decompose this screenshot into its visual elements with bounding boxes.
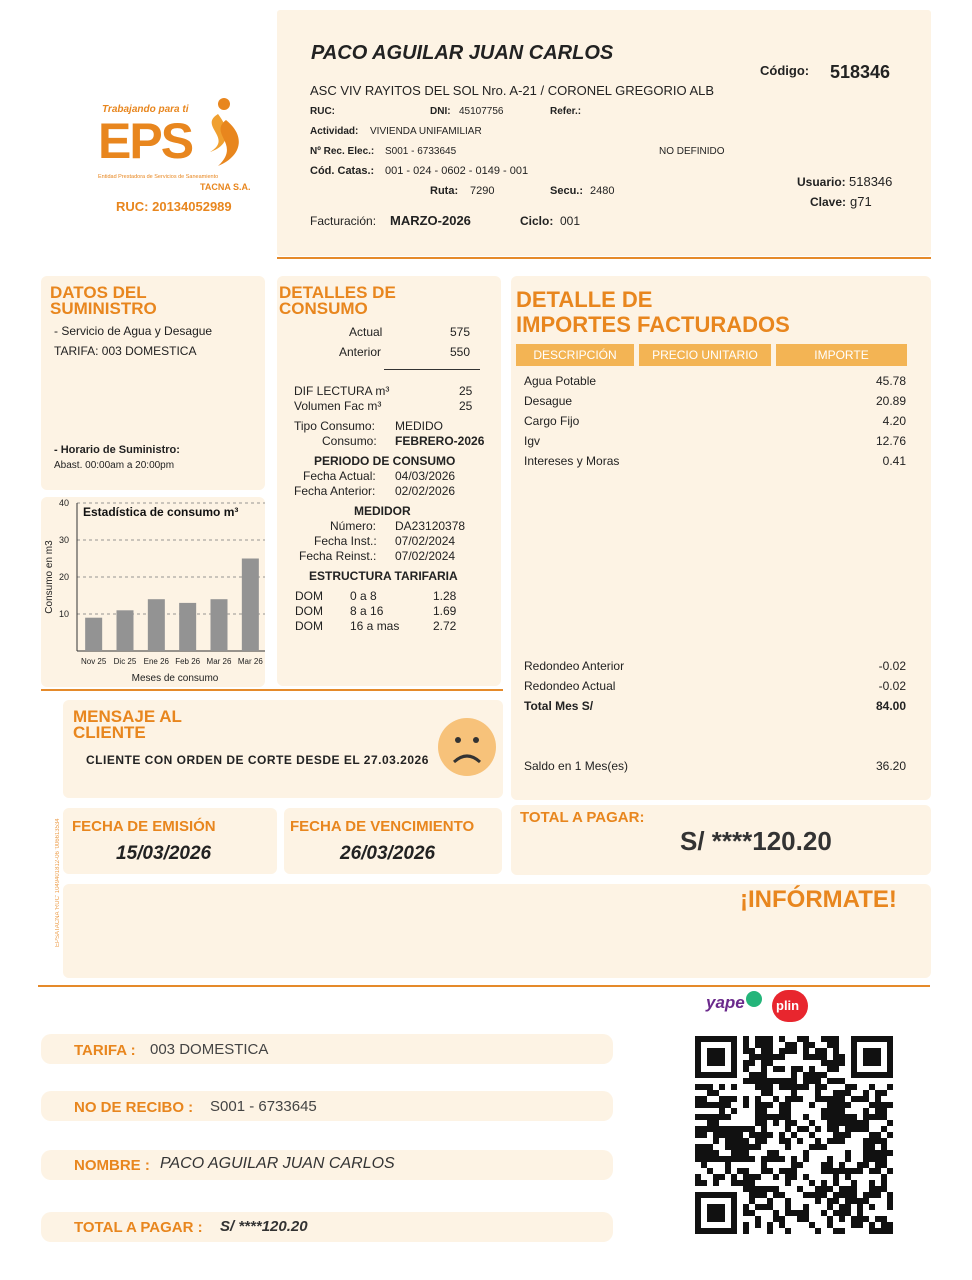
qr-module bbox=[851, 1084, 857, 1090]
customer-name: PACO AGUILAR JUAN CARLOS bbox=[311, 42, 614, 64]
lectura-anterior: 550 bbox=[450, 345, 471, 359]
company-slogan: Trabajando para ti bbox=[102, 104, 189, 115]
qr-module bbox=[887, 1084, 893, 1090]
qr-module bbox=[743, 1228, 749, 1234]
water-drop-icon bbox=[188, 96, 248, 172]
horario-value: Abast. 00:00am a 20:00pm bbox=[54, 460, 175, 471]
redondeo-actual: -0.02 bbox=[878, 679, 906, 693]
tarifa-valor: 1.69 bbox=[433, 604, 457, 618]
qr-module bbox=[845, 1132, 851, 1138]
qr-module bbox=[755, 1174, 761, 1180]
informate-title: ¡INFÓRMATE! bbox=[740, 886, 897, 913]
importe-desc: Igv bbox=[524, 434, 541, 448]
stub-total: S/ ****120.20 bbox=[220, 1218, 308, 1235]
company-subtitle: Entidad Prestadora de Servicios de Saneamiento bbox=[98, 174, 219, 180]
refer-label: Refer.: bbox=[550, 106, 582, 117]
qr-module bbox=[875, 1192, 881, 1198]
fecha-inst: 07/02/2024 bbox=[395, 534, 456, 548]
customer-address: ASC VIV RAYITOS DEL SOL Nro. A-21 / CORONEL GREGORIO ALB bbox=[310, 83, 715, 98]
side-legal-text: EPSATACNA 'RUC' 1049401812-06 '006613534 bbox=[55, 818, 61, 947]
dni-label: DNI: bbox=[430, 106, 451, 117]
qr-module bbox=[719, 1060, 725, 1066]
col-importe: IMPORTE bbox=[776, 344, 907, 366]
qr-module bbox=[785, 1180, 791, 1186]
ruc-label: RUC: bbox=[310, 106, 335, 117]
actividad-value: VIVIENDA UNIFAMILIAR bbox=[370, 126, 482, 137]
fecha-actual: 04/03/2026 bbox=[395, 469, 456, 483]
tarifa-rango: 0 a 8 bbox=[350, 589, 377, 603]
qr-module bbox=[887, 1150, 893, 1156]
usuario-label: Usuario: bbox=[797, 175, 846, 189]
qr-module bbox=[755, 1222, 761, 1228]
importe-value: 4.20 bbox=[882, 414, 906, 428]
redondeo-anterior: -0.02 bbox=[878, 659, 906, 673]
qr-module bbox=[797, 1162, 803, 1168]
qr-module bbox=[791, 1174, 797, 1180]
redondeo-anterior-label: Redondeo Anterior bbox=[524, 659, 625, 673]
qr-module bbox=[779, 1156, 785, 1162]
fecha-reinst-label: Fecha Reinst.: bbox=[299, 549, 377, 563]
chart-bar bbox=[179, 603, 196, 651]
fecha-reinst: 07/02/2024 bbox=[395, 549, 456, 563]
mensaje-texto: CLIENTE CON ORDEN DE CORTE DESDE EL 27.03.2026 bbox=[86, 753, 429, 767]
chart-x-axis-label: Meses de consumo bbox=[131, 673, 219, 684]
tipo-consumo-label: Tipo Consumo: bbox=[294, 419, 375, 433]
rec-elec-label: Nº Rec. Elec.: bbox=[310, 146, 375, 157]
dif-lectura: 25 bbox=[459, 384, 473, 398]
numero-medidor: DA23120378 bbox=[395, 519, 466, 533]
dni-value: 45107756 bbox=[459, 106, 504, 117]
qr-module bbox=[779, 1054, 785, 1060]
chart-bar bbox=[211, 599, 228, 651]
catastro-label: Cód. Catas.: bbox=[310, 165, 375, 177]
clave-value: g71 bbox=[850, 194, 872, 209]
qr-module bbox=[701, 1132, 707, 1138]
ruta-value: 7290 bbox=[470, 185, 495, 197]
periodo-title: PERIODO DE CONSUMO bbox=[314, 454, 456, 468]
qr-module bbox=[809, 1102, 815, 1108]
qr-module bbox=[881, 1090, 887, 1096]
qr-module bbox=[791, 1048, 797, 1054]
qr-module bbox=[731, 1072, 737, 1078]
total-mes-label: Total Mes S/ bbox=[524, 699, 594, 713]
yape-text: yape bbox=[706, 993, 745, 1012]
facturacion-label: Facturación: bbox=[310, 214, 377, 228]
clave-label: Clave: bbox=[810, 195, 847, 209]
col-precio-unitario: PRECIO UNITARIO bbox=[639, 344, 771, 366]
rec-elec-value: S001 - 6733645 bbox=[385, 146, 457, 157]
importe-desc: Intereses y Moras bbox=[524, 454, 620, 468]
horario-label: - Horario de Suministro: bbox=[54, 444, 180, 456]
facturacion-value: MARZO-2026 bbox=[390, 213, 471, 228]
stub-nombre: PACO AGUILAR JUAN CARLOS bbox=[160, 1155, 395, 1172]
qr-module bbox=[743, 1102, 749, 1108]
qr-module bbox=[857, 1222, 863, 1228]
fecha-anterior-label: Fecha Anterior: bbox=[294, 484, 376, 498]
ciclo-label: Ciclo: bbox=[520, 214, 554, 228]
qr-module bbox=[785, 1228, 791, 1234]
qr-module bbox=[839, 1060, 845, 1066]
consumo-title-2: CONSUMO bbox=[279, 299, 368, 318]
stub-recibo-label: NO DE RECIBO : bbox=[74, 1099, 194, 1116]
usuario-value: 518346 bbox=[849, 174, 893, 189]
qr-module bbox=[839, 1216, 845, 1222]
importe-desc: Agua Potable bbox=[524, 374, 597, 388]
yape-badge-icon bbox=[746, 991, 762, 1007]
consumption-chart bbox=[41, 497, 271, 687]
qr-module bbox=[887, 1168, 893, 1174]
consumo-title-1: DETALLES DE bbox=[279, 283, 396, 302]
qr-module bbox=[839, 1228, 845, 1234]
tarifa-rango: 16 a mas bbox=[350, 619, 400, 633]
ciclo-value: 001 bbox=[560, 214, 581, 228]
servicio-text: - Servicio de Agua y Desague bbox=[54, 324, 213, 338]
qr-module bbox=[815, 1126, 821, 1132]
tarifa-text: TARIFA: 003 DOMESTICA bbox=[54, 344, 197, 358]
company-city: TACNA S.A. bbox=[200, 182, 251, 192]
total-mes: 84.00 bbox=[875, 699, 906, 713]
fecha-inst-label: Fecha Inst.: bbox=[314, 534, 377, 548]
actividad-label: Actividad: bbox=[310, 126, 359, 137]
qr-module bbox=[839, 1138, 845, 1144]
tarifa-row bbox=[295, 604, 465, 618]
dif-lectura-label: DIF LECTURA m³ bbox=[294, 384, 390, 398]
tarifa-row bbox=[295, 589, 465, 603]
numero-label: Número: bbox=[330, 519, 377, 533]
qr-module bbox=[845, 1102, 851, 1108]
qr-module bbox=[725, 1114, 731, 1120]
chart-bar bbox=[148, 599, 165, 651]
importe-desc: Cargo Fijo bbox=[524, 414, 580, 428]
chart-y-tick-label: 40 bbox=[58, 498, 69, 508]
qr-module bbox=[887, 1204, 893, 1210]
volumen-label: Volumen Fac m³ bbox=[294, 399, 382, 413]
chart-y-axis-label: Consumo en m3 bbox=[44, 540, 55, 614]
qr-module bbox=[749, 1060, 755, 1066]
stub-nombre-label: NOMBRE : bbox=[74, 1157, 150, 1174]
qr-module bbox=[797, 1138, 803, 1144]
importe-value: 45.78 bbox=[875, 374, 906, 388]
qr-module bbox=[857, 1168, 863, 1174]
stub-tarifa-label: TARIFA : bbox=[74, 1042, 136, 1059]
qr-module bbox=[821, 1084, 827, 1090]
importe-value: 20.89 bbox=[875, 394, 906, 408]
importe-desc: Desague bbox=[524, 394, 573, 408]
chart-y-tick-label: 20 bbox=[58, 572, 69, 582]
qr-module bbox=[713, 1180, 719, 1186]
qr-module bbox=[887, 1120, 893, 1126]
tarifa-tipo: DOM bbox=[295, 604, 323, 618]
qr-module bbox=[767, 1228, 773, 1234]
emision-label: FECHA DE EMISIÓN bbox=[72, 818, 216, 835]
qr-module bbox=[731, 1084, 737, 1090]
tarifa-valor: 1.28 bbox=[433, 589, 457, 603]
tarifa-rango: 8 a 16 bbox=[350, 604, 384, 618]
qr-module bbox=[719, 1084, 725, 1090]
company-ruc: RUC: 20134052989 bbox=[116, 199, 232, 214]
lectura-actual: 575 bbox=[450, 325, 471, 339]
company-logo bbox=[92, 96, 262, 216]
saldo-label: Saldo en 1 Mes(es) bbox=[524, 759, 629, 773]
importes-title-2: IMPORTES FACTURADOS bbox=[516, 312, 790, 337]
qr-module bbox=[875, 1060, 881, 1066]
qr-module bbox=[803, 1156, 809, 1162]
chart-bar bbox=[85, 618, 102, 651]
medidor-title: MEDIDOR bbox=[354, 504, 411, 518]
tarifa-valor: 2.72 bbox=[433, 619, 457, 633]
fecha-actual-label: Fecha Actual: bbox=[303, 469, 376, 483]
qr-module bbox=[887, 1102, 893, 1108]
qr-module bbox=[767, 1102, 773, 1108]
qr-module bbox=[773, 1120, 779, 1126]
mensaje-title-2: CLIENTE bbox=[73, 723, 146, 742]
tarifa-tipo: DOM bbox=[295, 589, 323, 603]
emision-date: 15/03/2026 bbox=[116, 843, 212, 864]
vencimiento-label: FECHA DE VENCIMIENTO bbox=[290, 818, 475, 835]
chart-bar bbox=[117, 610, 134, 651]
total-label: TOTAL A PAGAR: bbox=[520, 809, 645, 826]
payment-qr-code[interactable] bbox=[693, 1034, 895, 1236]
chart-x-tick-label: Feb 26 bbox=[175, 657, 201, 666]
importes-title-1: DETALLE DE bbox=[516, 287, 653, 312]
header-divider bbox=[277, 257, 931, 259]
qr-module bbox=[803, 1084, 809, 1090]
no-definido: NO DEFINIDO bbox=[659, 146, 725, 157]
chart-x-tick-label: Nov 25 bbox=[80, 657, 107, 666]
stub-recibo: S001 - 6733645 bbox=[210, 1098, 317, 1115]
sad-face-icon bbox=[436, 716, 498, 778]
chart-x-tick-label: Mar 26 bbox=[206, 657, 232, 666]
lectura-anterior-label: Anterior bbox=[339, 345, 382, 359]
qr-module bbox=[815, 1198, 821, 1204]
secu-label: Secu.: bbox=[550, 185, 584, 197]
qr-module bbox=[731, 1096, 737, 1102]
qr-module bbox=[887, 1072, 893, 1078]
saldo: 36.20 bbox=[875, 759, 906, 773]
catastro-value: 001 - 024 - 0602 - 0149 - 001 bbox=[385, 165, 529, 177]
chart-x-tick-label: Dic 25 bbox=[113, 657, 137, 666]
yape-logo bbox=[706, 993, 762, 1017]
volumen: 25 bbox=[459, 399, 473, 413]
redondeo-actual-label: Redondeo Actual bbox=[524, 679, 616, 693]
qr-module bbox=[761, 1138, 767, 1144]
chart-x-tick-label: Mar 26 bbox=[237, 657, 263, 666]
chart-title: Estadística de consumo m³ bbox=[83, 505, 239, 519]
codigo-label: Código: bbox=[760, 63, 810, 78]
codigo-value: 518346 bbox=[830, 62, 891, 82]
chart-x-tick-label: Ene 26 bbox=[143, 657, 170, 666]
importe-value: 0.41 bbox=[882, 454, 906, 468]
mensaje-title-1: MENSAJE AL bbox=[73, 707, 182, 726]
logo-lettering: EPS bbox=[98, 113, 193, 169]
qr-module bbox=[869, 1204, 875, 1210]
plin-logo bbox=[772, 990, 808, 1022]
qr-module bbox=[773, 1174, 779, 1180]
stub-total-label: TOTAL A PAGAR : bbox=[74, 1219, 203, 1236]
left-divider bbox=[41, 689, 503, 691]
qr-module bbox=[779, 1066, 785, 1072]
chart-y-tick-label: 30 bbox=[58, 535, 69, 545]
qr-module bbox=[749, 1156, 755, 1162]
qr-module bbox=[701, 1180, 707, 1186]
qr-module bbox=[797, 1096, 803, 1102]
qr-module bbox=[815, 1228, 821, 1234]
qr-module bbox=[887, 1132, 893, 1138]
estructura-title: ESTRUCTURA TARIFARIA bbox=[309, 569, 458, 583]
qr-module bbox=[785, 1144, 791, 1150]
qr-module bbox=[821, 1144, 827, 1150]
tarifa-tipo: DOM bbox=[295, 619, 323, 633]
chart-bar bbox=[242, 559, 259, 652]
qr-module bbox=[755, 1144, 761, 1150]
fecha-anterior: 02/02/2026 bbox=[395, 484, 456, 498]
stub-divider bbox=[38, 985, 930, 987]
plin-text: plin bbox=[776, 998, 800, 1013]
lectura-actual-label: Actual bbox=[349, 325, 383, 339]
qr-module bbox=[719, 1216, 725, 1222]
qr-module bbox=[887, 1228, 893, 1234]
qr-module bbox=[719, 1174, 725, 1180]
secu-value: 2480 bbox=[590, 185, 615, 197]
consumo-mes: FEBRERO-2026 bbox=[395, 434, 485, 448]
tipo-consumo: MEDIDO bbox=[395, 419, 443, 433]
vencimiento-date: 26/03/2026 bbox=[340, 843, 436, 864]
tarifa-row bbox=[295, 619, 465, 633]
qr-module bbox=[731, 1228, 737, 1234]
suministro-title-2: SUMINISTRO bbox=[50, 299, 157, 318]
col-descripcion: DESCRIPCIÓN bbox=[516, 344, 634, 366]
qr-module bbox=[833, 1066, 839, 1072]
qr-module bbox=[845, 1156, 851, 1162]
total-value: S/ ****120.20 bbox=[680, 826, 832, 856]
qr-module bbox=[731, 1108, 737, 1114]
importe-value: 12.76 bbox=[875, 434, 906, 448]
qr-module bbox=[713, 1138, 719, 1144]
chart-y-tick-label: 10 bbox=[58, 609, 69, 619]
stub-tarifa: 003 DOMESTICA bbox=[150, 1041, 269, 1058]
ruta-label: Ruta: bbox=[430, 185, 459, 197]
lectura-rule bbox=[384, 369, 480, 370]
qr-module bbox=[767, 1132, 773, 1138]
consumo-label: Consumo: bbox=[322, 434, 377, 448]
suministro-title-1: DATOS DEL bbox=[50, 283, 147, 302]
